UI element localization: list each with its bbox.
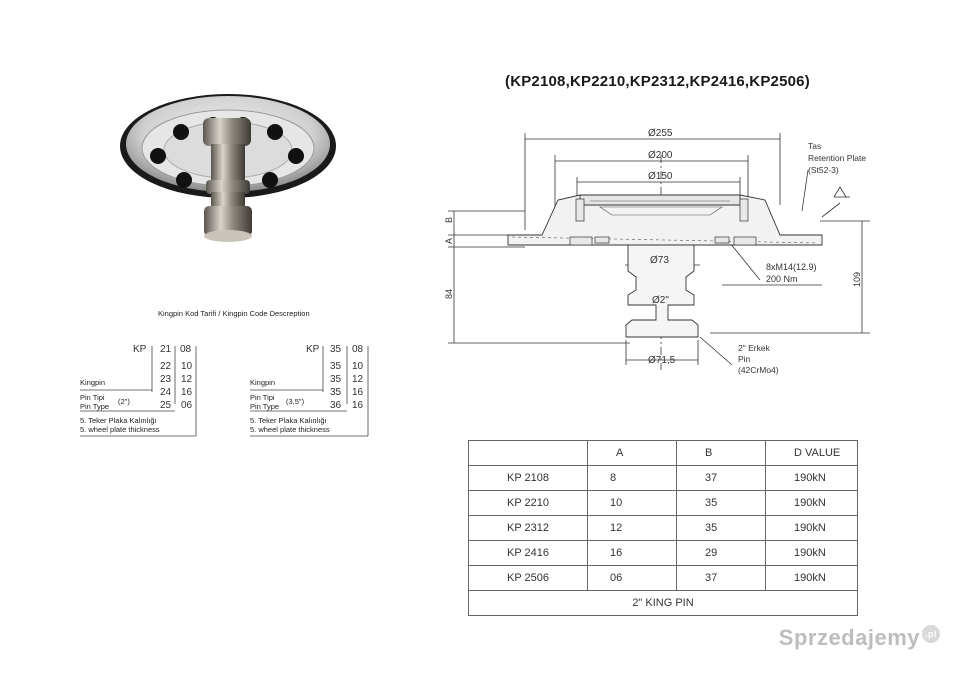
dim-d255: Ø255 bbox=[648, 128, 673, 139]
block2-pin-type-label: Pin Type bbox=[250, 402, 280, 411]
table-cell: KP 2506 bbox=[469, 566, 588, 591]
table-cell: 37 bbox=[677, 566, 766, 591]
table-header-cell bbox=[469, 441, 588, 466]
spec-table bbox=[468, 440, 858, 616]
block2-code: 35 bbox=[330, 374, 342, 385]
block1-code: 25 bbox=[160, 400, 172, 411]
block1-code: 16 bbox=[181, 387, 193, 398]
retention-plate-label-3: (St52-3) bbox=[808, 165, 839, 175]
table-cell: 35 bbox=[677, 516, 766, 541]
block2-code: 10 bbox=[352, 361, 364, 372]
table-row bbox=[469, 516, 858, 541]
dim-d200: Ø200 bbox=[648, 150, 673, 161]
table-cell: 190kN bbox=[766, 566, 858, 591]
block2-pin-size: (3,5") bbox=[286, 397, 305, 406]
table-header-cell: A bbox=[588, 441, 677, 466]
block1-code: 23 bbox=[160, 374, 172, 385]
retention-plate-label-1: Tas bbox=[808, 141, 822, 151]
bolt-label-2: 200 Nm bbox=[766, 274, 798, 284]
page-title: (KP2108,KP2210,KP2312,KP2416,KP2506) bbox=[505, 73, 810, 90]
block1-thickness-tr: 5. Teker Plaka Kalınlığı bbox=[80, 416, 157, 425]
table-footer-row bbox=[469, 591, 858, 616]
block1-pin-tipi-label: Pin Tipi bbox=[80, 393, 105, 402]
table-cell: KP 2108 bbox=[469, 466, 588, 491]
pin-label-3: (42CrMo4) bbox=[738, 365, 779, 375]
block2-kingpin-label: Kingpin bbox=[250, 378, 276, 387]
table-cell: 37 bbox=[677, 466, 766, 491]
table-cell: 35 bbox=[677, 491, 766, 516]
table-cell: 190kN bbox=[766, 466, 858, 491]
table-cell: KP 2416 bbox=[469, 541, 588, 566]
table-cell: 10 bbox=[588, 491, 677, 516]
table-row bbox=[469, 491, 858, 516]
block1-pin-type-label: Pin Type bbox=[80, 402, 110, 411]
block2-code: 08 bbox=[352, 344, 364, 355]
block2-pin-tipi-label: Pin Tipi bbox=[250, 393, 275, 402]
pin-label-2: Pin bbox=[738, 354, 751, 364]
retention-plate-label-2: Retention Plate bbox=[808, 153, 867, 163]
code-block-1 bbox=[80, 344, 205, 439]
watermark-text: Sprzedajemy bbox=[778, 625, 920, 650]
table-cell: KP 2312 bbox=[469, 516, 588, 541]
table-cell: 190kN bbox=[766, 541, 858, 566]
table-cell: KP 2210 bbox=[469, 491, 588, 516]
block2-code: 12 bbox=[352, 374, 364, 385]
block2-prefix: KP bbox=[306, 344, 320, 355]
block1-code: 06 bbox=[181, 400, 193, 411]
block1-code: 08 bbox=[180, 344, 192, 355]
label-b: B bbox=[444, 216, 454, 223]
watermark-suffix: .pl bbox=[922, 625, 940, 643]
table-cell: 16 bbox=[588, 541, 677, 566]
technical-drawing bbox=[430, 125, 880, 380]
table-header-row bbox=[469, 441, 858, 466]
table-cell: 190kN bbox=[766, 516, 858, 541]
block2-code: 35 bbox=[330, 344, 342, 355]
block1-thickness-en: 5. wheel plate thickness bbox=[80, 425, 160, 434]
code-description-title: Kingpin Kod Tarifi / Kingpin Code Descreption bbox=[158, 309, 310, 318]
kingpin-product-image bbox=[118, 88, 346, 253]
table-row bbox=[469, 566, 858, 591]
code-block-2 bbox=[250, 344, 375, 439]
dim-d71: Ø71,5 bbox=[648, 355, 676, 366]
block1-prefix: KP bbox=[133, 344, 147, 355]
table-cell: 8 bbox=[588, 466, 677, 491]
block2-code: 16 bbox=[352, 400, 364, 411]
block2-thickness-en: 5. wheel plate thickness bbox=[250, 425, 330, 434]
table-header-cell: B bbox=[677, 441, 766, 466]
table-cell: 29 bbox=[677, 541, 766, 566]
watermark bbox=[779, 625, 940, 651]
block1-pin-size: (2") bbox=[118, 397, 130, 406]
block1-code: 21 bbox=[160, 344, 172, 355]
dim-84: 84 bbox=[444, 288, 454, 299]
table-footer: 2" KING PIN bbox=[469, 591, 858, 616]
block2-code: 35 bbox=[330, 387, 342, 398]
label-a: A bbox=[444, 237, 454, 244]
table-header-cell: D VALUE bbox=[766, 441, 858, 466]
table-cell: 190kN bbox=[766, 491, 858, 516]
pin-label-1: 2" Erkek bbox=[738, 343, 770, 353]
block1-code: 12 bbox=[181, 374, 193, 385]
block1-code: 10 bbox=[181, 361, 193, 372]
block2-thickness-tr: 5. Teker Plaka Kalınlığı bbox=[250, 416, 327, 425]
table-row bbox=[469, 541, 858, 566]
table-cell: 06 bbox=[588, 566, 677, 591]
dim-d2in: Ø2" bbox=[652, 295, 669, 306]
table-row bbox=[469, 466, 858, 491]
dim-d150: Ø150 bbox=[648, 171, 673, 182]
block1-code: 22 bbox=[160, 361, 172, 372]
dim-d73: Ø73 bbox=[650, 255, 669, 266]
block2-code: 36 bbox=[330, 400, 342, 411]
bolt-label-1: 8xM14(12.9) bbox=[766, 262, 817, 272]
block2-code: 16 bbox=[352, 387, 364, 398]
block1-kingpin-label: Kingpin bbox=[80, 378, 106, 387]
dim-109: 109 bbox=[852, 271, 862, 287]
block1-code: 24 bbox=[160, 387, 172, 398]
table-cell: 12 bbox=[588, 516, 677, 541]
block2-code: 35 bbox=[330, 361, 342, 372]
